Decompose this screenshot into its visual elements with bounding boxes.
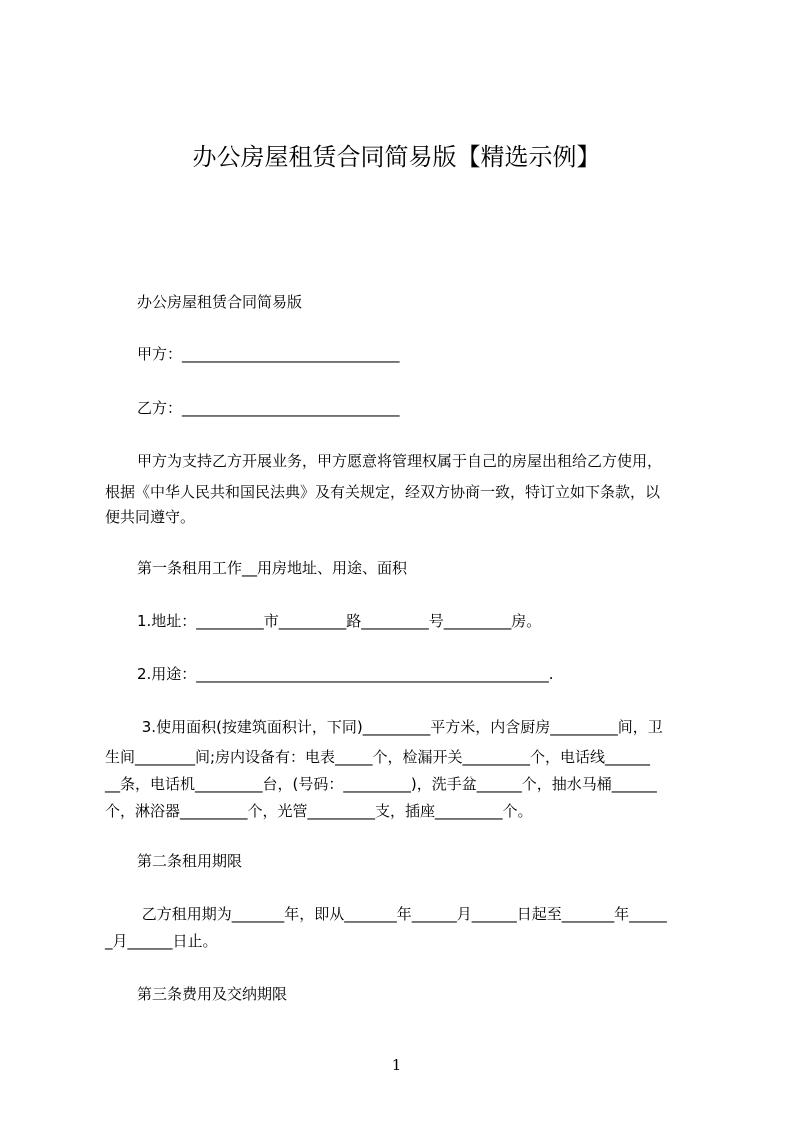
article-2-heading: 第二条租用期限 — [137, 852, 243, 870]
document-title: 办公房屋租赁合同简易版【精选示例】 — [192, 143, 601, 171]
item-3-line-4: 个，淋浴器_________个，光管_________支，插座_________个。 — [105, 802, 533, 820]
article-1-heading: 第一条租用工作__用房地址、用途、面积 — [137, 559, 408, 577]
intro-paragraph-line-3: 便共同遵守。 — [105, 508, 196, 526]
item-1-address: 1.地址：_________市_________路_________号_________房。 — [137, 612, 542, 630]
article-2-line-2: _月______日止。 — [105, 932, 218, 950]
intro-paragraph-line-1: 甲方为支持乙方开展业务，甲方愿意将管理权属于自己的房屋出租给乙方使用， — [137, 452, 663, 470]
article-2-line-1: 乙方租用期为_______年，即从_______年______月______日起至_______年_____ — [137, 905, 667, 923]
subtitle: 办公房屋租赁合同简易版 — [137, 293, 303, 311]
intro-paragraph-line-2: 根据《中华人民共和国民法典》及有关规定，经双方协商一致，特订立如下条款，以 — [105, 483, 661, 501]
party-b-line: 乙方：_____________________________ — [137, 399, 400, 417]
party-a-line: 甲方：_____________________________ — [137, 345, 400, 363]
item-3-line-3: __条，电话机_________台，(号码：_________)，洗手盆______个，抽水马桶______ — [105, 775, 657, 793]
item-3-line-1: 3.使用面积(按建筑面积计，下同)_________平方米，内含厨房_________间，卫 — [137, 718, 663, 736]
page-number: 1 — [391, 1056, 402, 1074]
item-2-usage: 2.用途：_______________________________________________. — [137, 665, 554, 683]
article-3-heading: 第三条费用及交纳期限 — [137, 985, 288, 1003]
item-3-line-2: 生间________间;房内设备有：电表_____个，检漏开关_________个，电话线______ — [105, 748, 651, 766]
